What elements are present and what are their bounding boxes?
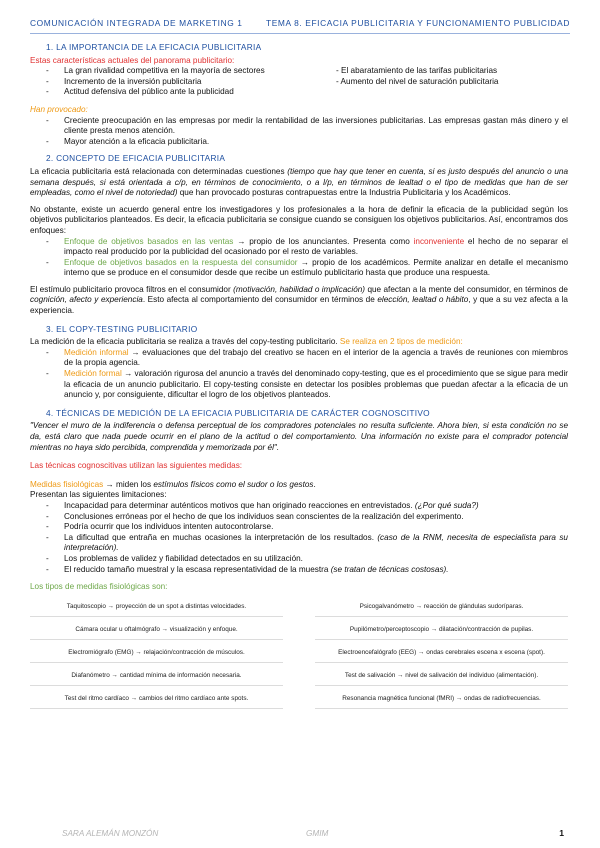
section-4-quote: "Vencer el muro de la indiferencia o defensa perceptual de los compradores potenciales no resulta suficiente. Ahora bien, si esta condición no se da, está claro que nada puede ocurrir en el plano de la actitud o del comportamiento. Una información no existe para el comprador potencial mientras no haya sido percibida, comprendida y memorizada por él".: [30, 421, 568, 452]
section-2-paragraph-3: El estímulo publicitario provoca filtros en el consumidor (motivación, habilidad o implicación) que afectan a la mente del consumidor, en términos de cognición, afecto y experiencia. Esto afecta al comportamiento del consumidor en términos de elección, lealtad o hábito, y que a su vez afecta a la experiencia.: [30, 284, 568, 316]
measure-types-title: Los tipos de medidas fisiológicas son:: [30, 582, 168, 592]
list-item: - Incremento de la inversión publicitaria: [30, 77, 336, 88]
footer-author: SARA ALEMÁN MONZÓN: [62, 829, 159, 838]
list-item: - Incapacidad para determinar auténticos motivos que han originado reacciones en entrevistados. (¿Por qué suda?): [30, 501, 568, 512]
section-2-paragraph-2: No obstante, existe un acuerdo general entre los investigadores y los profesionales a la hora de definir la eficacia de la publicidad según los objetivos publicitarios planteados. Es decir, la eficacia publicitaria se consigue cuando se consiguen los objetivos publicitarios. Así, encontramos dos enfoques:: [30, 204, 568, 235]
formal-measurement-label: Medición formal: [64, 369, 122, 379]
header-topic: TEMA 8. EFICACIA PUBLICITARIA Y FUNCIONAMIENTO PUBLICIDAD: [266, 18, 570, 28]
measure-type-cell: Psicogalvanómetro → reacción de glándulas sudoríparas.: [315, 597, 568, 617]
section-3-heading: 3. EL COPY-TESTING PUBLICITARIO: [46, 323, 198, 334]
section-1-subtitle: Estas características actuales del panorama publicitario:: [30, 55, 235, 65]
measurement-list: [30, 348, 568, 401]
results-list: [30, 116, 568, 148]
section-2-paragraph-1: La eficacia publicitaria está relacionada con determinadas cuestiones (tiempo que hay que tener en cuenta, si es justo después del anuncio o una semana después, si está orientada a c/p, en términos de conocimiento, o a l/p, en términos de lealtad o el tipo de medidas que han de ser empleadas, como el nivel de notoriedad) que han provocado posturas contrapuestas entre la Industria Publicitaria y los Académicos.: [30, 166, 568, 198]
page-footer: [62, 829, 564, 838]
informal-measurement-label: Medición informal: [64, 347, 129, 357]
list-item: - Conclusiones erróneas por el hecho de que los individuos sean conscientes de la realización del experimento.: [30, 512, 568, 523]
list-item: - Creciente preocupación en las empresas por medir la rentabilidad de las inversiones publicitarias. Las empresas gastan más dinero y el cliente presta menos atención.: [30, 116, 568, 137]
measure-types-grid: [30, 597, 568, 709]
features-list-left: [30, 66, 336, 98]
page-header: [30, 18, 570, 32]
measure-type-cell: Electroencefalógrafo (EEG) → ondas cerebrales escena x escena (spot).: [315, 643, 568, 663]
list-item: - Medición informal → evaluaciones que del trabajo del creativo se hacen en el interior de la agencia a través de reuniones con miembros de la propia agencia.: [30, 348, 568, 369]
features-columns: [30, 66, 568, 98]
limitations-list: [30, 501, 568, 575]
measure-type-cell: Electromiógrafo (EMG) → relajación/contracción de músculos.: [30, 643, 283, 663]
footer-degree: GMIM: [306, 829, 329, 838]
measure-type-cell: Pupilómetro/perceptoscopio → dilatación/contracción de pupilas.: [315, 620, 568, 640]
list-item: - El abaratamiento de las tarifas publicitarias: [336, 66, 498, 76]
measure-type-cell: Test del ritmo cardíaco → cambios del ritmo cardíaco ante spots.: [30, 689, 283, 709]
section-3-paragraph: La medición de la eficacia publicitaria se realiza a través del copy-testing publicitario. Se realiza en 2 tipos de medición:: [30, 337, 463, 347]
header-divider: [30, 33, 570, 34]
list-item: - Mayor atención a la eficacia publicitaria.: [30, 137, 568, 148]
header-course: COMUNICACIÓN INTEGRADA DE MARKETING 1: [30, 18, 243, 28]
list-item: - La dificultad que entraña en muchas ocasiones la interpretación de los resultados. (caso de la RNM, necesita de especialista para su interpretación).: [30, 533, 568, 554]
list-item: - Los problemas de validez y fiabilidad detectados en su utilización.: [30, 554, 568, 565]
document-body: [30, 42, 568, 709]
approaches-list: [30, 237, 568, 279]
page-number: 1: [559, 828, 564, 838]
limitations-title: Presentan las siguientes limitaciones:: [30, 490, 167, 500]
measure-type-cell: Taquitoscopio → proyección de un spot a distintas velocidades.: [30, 597, 283, 617]
list-item: - El reducido tamaño muestral y la escasa representatividad de la muestra (se tratan de técnicas costosas).: [30, 565, 568, 576]
approach-consumer-label: Enfoque de objetivos basados en la respuesta del consumidor: [64, 257, 298, 267]
list-item: - La gran rivalidad competitiva en la mayoría de sectores: [30, 66, 336, 77]
list-item: - Enfoque de objetivos basados en las ventas → propio de los anunciantes. Presenta como inconveniente el hecho de no separar el impacto real producido por la publicidad del ocasionado por el resto de variables.: [30, 237, 568, 258]
list-item: - Podría ocurrir que los individuos intenten autocontrolarse.: [30, 522, 568, 533]
list-item: - Actitud defensiva del público ante la publicidad: [30, 87, 336, 98]
section-2-heading: 2. CONCEPTO DE EFICACIA PUBLICITARIA: [46, 153, 226, 164]
measure-type-cell: Resonancia magnética funcional (fMRI) → ondas de radiofrecuencias.: [315, 689, 568, 709]
list-item: - Medición formal → valoración rigurosa del anuncio a través del denominado copy-testing, que es el procedimiento que se sigue para medir la eficacia de un anuncio publicitario. El copy-testing consiste en detectar los posibles problemas que puedan afectar a la eficacia de un anuncio y, por consiguiente, dificultar el logro de los objetivos planteados.: [30, 369, 568, 401]
physiological-measures: Medidas fisiológicas → miden los estímulos físicos como el sudor o los gestos.: [30, 479, 316, 489]
measure-type-cell: Cámara ocular u oftalmógrafo → visualización y enfoque.: [30, 620, 283, 640]
han-provocado-label: Han provocado:: [30, 104, 88, 114]
measure-type-cell: Test de salivación → nivel de salivación del individuo (alimentación).: [315, 666, 568, 686]
measure-type-cell: Diafanómetro → cantidad mínima de información necesaria.: [30, 666, 283, 686]
features-list-right: [336, 66, 568, 98]
list-item: - Aumento del nivel de saturación publicitaria: [336, 76, 499, 86]
list-item: - Enfoque de objetivos basados en la respuesta del consumidor → propio de los académicos. Permite analizar en detalle el mecanismo interno que se produce en el consumidor desde que recibe un estímulo publicitario hasta que produce una respuesta.: [30, 258, 568, 279]
section-1-heading: 1. LA IMPORTANCIA DE LA EFICACIA PUBLICITARIA: [46, 42, 262, 52]
section-4-heading: 4. TÉCNICAS DE MEDICIÓN DE LA EFICACIA PUBLICITARIA DE CARÁCTER COGNOSCITIVO: [46, 407, 430, 418]
cognitive-techniques-title: Las técnicas cognoscitivas utilizan las siguientes medidas:: [30, 461, 243, 471]
approach-sales-label: Enfoque de objetivos basados en las ventas: [64, 236, 234, 246]
